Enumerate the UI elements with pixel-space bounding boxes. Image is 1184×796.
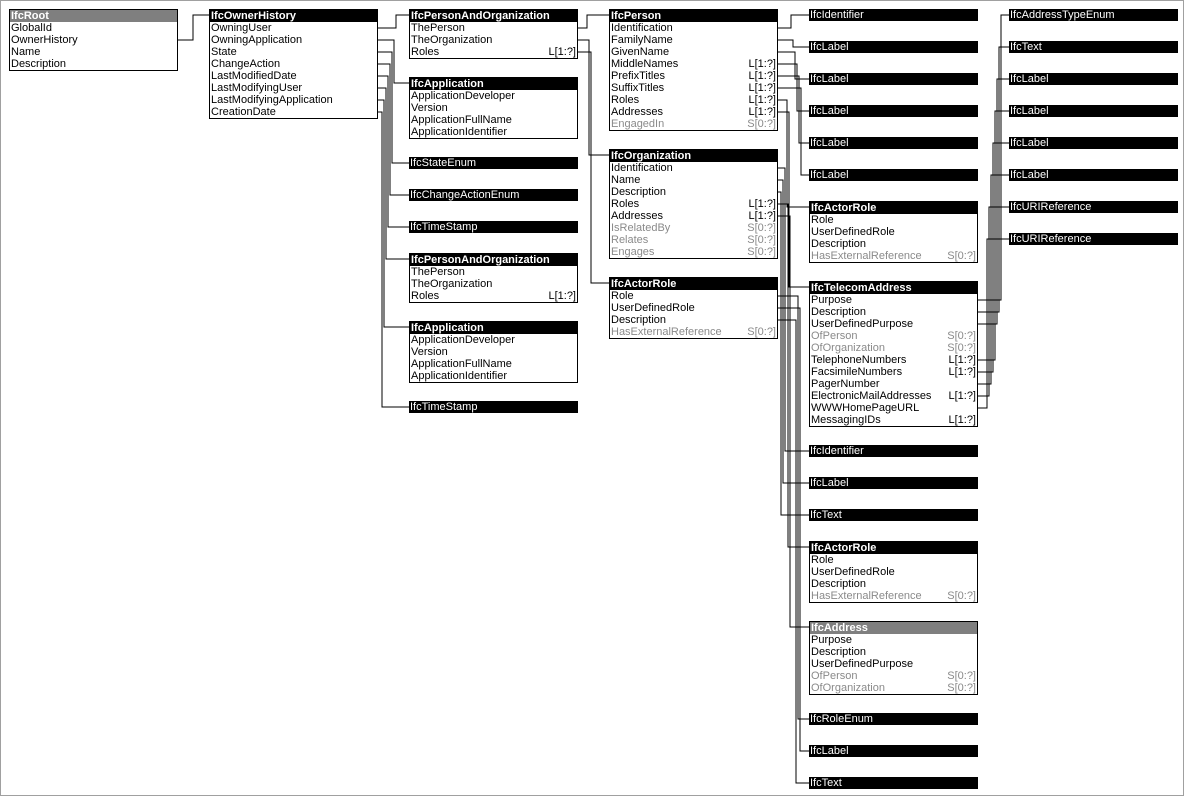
- attribute-row: [810, 590, 977, 602]
- entity-header: IfcLabel: [1009, 169, 1178, 181]
- attribute-row: [810, 342, 977, 354]
- attribute-row: [610, 210, 777, 222]
- entity-box-ifctext[interactable]: [809, 777, 978, 789]
- attribute-row: [610, 234, 777, 246]
- attribute-name: OfOrganization: [811, 342, 885, 354]
- attribute-name: ThePerson: [411, 266, 465, 278]
- attribute-name: Engages: [611, 246, 655, 258]
- connector-line: [378, 52, 409, 163]
- entity-box-ifclabel[interactable]: [809, 169, 978, 181]
- attribute-name: Description: [811, 306, 867, 318]
- attribute-name: Role: [611, 290, 634, 302]
- attribute-row: [410, 22, 577, 34]
- attribute-name: Role: [811, 214, 834, 226]
- connector-line: [778, 296, 809, 719]
- attribute-name: UserDefinedPurpose: [811, 658, 914, 670]
- entity-box-ifcroleenum[interactable]: [809, 713, 978, 725]
- attribute-name: FacsimileNumbers: [811, 366, 903, 378]
- attribute-row: [210, 82, 377, 94]
- entity-box-ifcapplication[interactable]: [409, 77, 578, 139]
- entity-header: IfcRoleEnum: [809, 713, 978, 725]
- entity-box-ifcurireference[interactable]: [1009, 233, 1178, 245]
- connector-line: [778, 112, 809, 287]
- attribute-name: Roles: [611, 198, 640, 210]
- attribute-row: [410, 34, 577, 46]
- attribute-row: [410, 334, 577, 346]
- attribute-cardinality: L[1:?]: [748, 106, 776, 118]
- attribute-row: [610, 246, 777, 258]
- attribute-row: [610, 118, 777, 130]
- entity-box-ifcidentifier[interactable]: [809, 9, 978, 21]
- connector-line: [378, 88, 409, 259]
- attribute-row: [10, 46, 177, 58]
- entity-header: IfcPersonAndOrganization: [410, 254, 577, 266]
- connector-line: [978, 207, 1009, 396]
- entity-box-ifcpersonandorganization[interactable]: [409, 253, 578, 303]
- attribute-row: [410, 290, 577, 302]
- entity-box-ifcidentifier[interactable]: [809, 445, 978, 457]
- attribute-row: [610, 290, 777, 302]
- entity-header: IfcOrganization: [610, 150, 777, 162]
- attribute-name: Description: [811, 646, 867, 658]
- entity-box-ifclabel[interactable]: [809, 73, 978, 85]
- connector-line: [978, 111, 1009, 360]
- connector-line: [178, 15, 209, 40]
- attribute-row: [810, 402, 977, 414]
- attribute-name: TheOrganization: [411, 278, 493, 290]
- attribute-name: Roles: [611, 94, 640, 106]
- entity-header: IfcChangeActionEnum: [409, 189, 578, 201]
- attribute-cardinality: S[0:?]: [747, 118, 776, 130]
- entity-header: IfcTimeStamp: [409, 401, 578, 413]
- attribute-name: ApplicationDeveloper: [411, 334, 515, 346]
- entity-header: IfcActorRole: [610, 278, 777, 290]
- attribute-row: [810, 682, 977, 694]
- attribute-name: TheOrganization: [411, 34, 493, 46]
- connector-line: [378, 100, 409, 327]
- attribute-name: EngagedIn: [611, 118, 665, 130]
- connector-line: [778, 192, 809, 515]
- attribute-row: [610, 34, 777, 46]
- attribute-name: Role: [811, 554, 834, 566]
- attribute-name: ThePerson: [411, 22, 465, 34]
- connector-line: [778, 204, 809, 547]
- entity-box-ifclabel[interactable]: [809, 105, 978, 117]
- entity-header: IfcLabel: [809, 745, 978, 757]
- connector-line: [778, 320, 809, 783]
- attribute-row: [410, 126, 577, 138]
- attribute-name: GlobalId: [11, 22, 52, 34]
- attribute-row: [810, 354, 977, 366]
- entity-box-ifclabel[interactable]: [1009, 105, 1178, 117]
- entity-header: IfcAddressTypeEnum: [1009, 9, 1178, 21]
- attribute-cardinality: L[1:?]: [748, 198, 776, 210]
- connector-line: [778, 308, 809, 751]
- attribute-name: UserDefinedRole: [811, 226, 895, 238]
- attribute-name: ApplicationDeveloper: [411, 90, 515, 102]
- attribute-name: HasExternalReference: [811, 590, 922, 602]
- attribute-row: [810, 658, 977, 670]
- attribute-row: [810, 378, 977, 390]
- attribute-row: [210, 22, 377, 34]
- attribute-row: [410, 358, 577, 370]
- entity-box-ifcchangeactionenum[interactable]: [409, 189, 578, 201]
- attribute-row: [410, 370, 577, 382]
- attribute-name: LastModifiedDate: [211, 70, 297, 82]
- entity-box-ifclabel[interactable]: [809, 477, 978, 489]
- attribute-row: [810, 554, 977, 566]
- entity-header: IfcIdentifier: [809, 445, 978, 457]
- entity-box-ifcaddress[interactable]: [809, 621, 978, 695]
- entity-box-ifcorganization[interactable]: [609, 149, 778, 259]
- entity-box-ifcpersonandorganization[interactable]: [409, 9, 578, 59]
- attribute-cardinality: S[0:?]: [947, 670, 976, 682]
- attribute-cardinality: L[1:?]: [948, 354, 976, 366]
- attribute-name: MiddleNames: [611, 58, 679, 70]
- entity-box-ifcstateenum[interactable]: [409, 157, 578, 169]
- attribute-cardinality: S[0:?]: [947, 590, 976, 602]
- connector-line: [978, 79, 1009, 324]
- attribute-name: ApplicationFullName: [411, 358, 512, 370]
- attribute-row: [610, 106, 777, 118]
- entity-header: IfcLabel: [809, 73, 978, 85]
- attribute-row: [810, 578, 977, 590]
- connector-line: [378, 40, 409, 83]
- entity-header: IfcLabel: [1009, 137, 1178, 149]
- attribute-row: [610, 82, 777, 94]
- attribute-row: [610, 198, 777, 210]
- attribute-name: Roles: [411, 290, 440, 302]
- attribute-name: Purpose: [811, 294, 852, 306]
- entity-header: IfcIdentifier: [809, 9, 978, 21]
- entity-header: IfcActorRole: [810, 542, 977, 554]
- attribute-name: Roles: [411, 46, 440, 58]
- attribute-row: [610, 222, 777, 234]
- entity-header: IfcApplication: [410, 322, 577, 334]
- entity-box-ifclabel[interactable]: [809, 137, 978, 149]
- connector-line: [578, 15, 609, 28]
- entity-header: IfcTimeStamp: [409, 221, 578, 233]
- entity-box-ifcurireference[interactable]: [1009, 201, 1178, 213]
- attribute-cardinality: L[1:?]: [948, 366, 976, 378]
- entity-header: IfcPersonAndOrganization: [410, 10, 577, 22]
- attribute-row: [810, 238, 977, 250]
- entity-header: IfcApplication: [410, 78, 577, 90]
- attribute-cardinality: L[1:?]: [748, 70, 776, 82]
- entity-box-ifctext[interactable]: [1009, 41, 1178, 53]
- attribute-row: [210, 58, 377, 70]
- entity-box-ifclabel[interactable]: [1009, 169, 1178, 181]
- attribute-name: Name: [611, 174, 641, 186]
- entity-header: IfcTelecomAddress: [810, 282, 977, 294]
- attribute-name: Version: [411, 346, 448, 358]
- attribute-row: [810, 318, 977, 330]
- attribute-name: Addresses: [611, 106, 663, 118]
- attribute-row: [610, 58, 777, 70]
- attribute-name: GivenName: [611, 46, 670, 58]
- attribute-row: [810, 670, 977, 682]
- entity-box-ifctext[interactable]: [809, 509, 978, 521]
- entity-header: IfcLabel: [809, 105, 978, 117]
- attribute-cardinality: L[1:?]: [748, 210, 776, 222]
- attribute-name: Version: [411, 102, 448, 114]
- connector-line: [978, 175, 1009, 384]
- attribute-name: LastModifyingUser: [211, 82, 303, 94]
- attribute-row: [610, 174, 777, 186]
- attribute-name: WWWHomePageURL: [811, 402, 920, 414]
- connector-line: [578, 52, 609, 283]
- attribute-row: [410, 266, 577, 278]
- attribute-cardinality: L[1:?]: [548, 290, 576, 302]
- entity-box-ifcownerhistory[interactable]: [209, 9, 378, 119]
- attribute-name: OwnerHistory: [11, 34, 78, 46]
- attribute-row: [610, 94, 777, 106]
- attribute-name: ChangeAction: [211, 58, 281, 70]
- attribute-name: UserDefinedRole: [811, 566, 895, 578]
- attribute-row: [610, 186, 777, 198]
- attribute-name: OfPerson: [811, 670, 858, 682]
- connector-line: [578, 40, 609, 155]
- entity-header: IfcText: [1009, 41, 1178, 53]
- attribute-cardinality: L[1:?]: [748, 58, 776, 70]
- attribute-row: [610, 70, 777, 82]
- attribute-cardinality: S[0:?]: [747, 234, 776, 246]
- attribute-row: [610, 326, 777, 338]
- entity-box-ifclabel[interactable]: [1009, 73, 1178, 85]
- entity-box-ifcroot[interactable]: [9, 9, 178, 71]
- attribute-name: TelephoneNumbers: [811, 354, 907, 366]
- connector-line: [978, 239, 1009, 408]
- connector-line: [778, 52, 809, 79]
- attribute-cardinality: L[1:?]: [748, 94, 776, 106]
- connector-line: [778, 100, 809, 207]
- attribute-name: OwningApplication: [211, 34, 303, 46]
- attribute-row: [410, 102, 577, 114]
- attribute-cardinality: S[0:?]: [947, 250, 976, 262]
- attribute-row: [410, 346, 577, 358]
- attribute-row: [610, 22, 777, 34]
- attribute-row: [810, 566, 977, 578]
- connector-line: [778, 168, 809, 451]
- attribute-cardinality: L[1:?]: [948, 390, 976, 402]
- attribute-name: Addresses: [611, 210, 663, 222]
- attribute-row: [810, 366, 977, 378]
- attribute-name: Description: [611, 186, 667, 198]
- connector-line: [778, 40, 809, 47]
- entity-box-ifcperson[interactable]: [609, 9, 778, 131]
- attribute-name: ApplicationFullName: [411, 114, 512, 126]
- attribute-name: Identification: [611, 162, 673, 174]
- entity-header: IfcOwnerHistory: [210, 10, 377, 22]
- entity-header: IfcActorRole: [810, 202, 977, 214]
- entity-header: IfcLabel: [809, 41, 978, 53]
- connector-line: [378, 76, 409, 227]
- entity-header: IfcRoot: [10, 10, 177, 22]
- entity-box-ifctelecomaddress[interactable]: [809, 281, 978, 427]
- attribute-row: [810, 214, 977, 226]
- attribute-row: [10, 22, 177, 34]
- attribute-row: [410, 46, 577, 58]
- entity-box-ifctimestamp[interactable]: [409, 401, 578, 413]
- attribute-name: PagerNumber: [811, 378, 880, 390]
- attribute-row: [810, 646, 977, 658]
- attribute-row: [810, 226, 977, 238]
- attribute-name: Relates: [611, 234, 649, 246]
- attribute-cardinality: S[0:?]: [947, 682, 976, 694]
- attribute-row: [610, 302, 777, 314]
- attribute-row: [810, 634, 977, 646]
- attribute-name: OwningUser: [211, 22, 272, 34]
- attribute-row: [410, 114, 577, 126]
- attribute-row: [810, 390, 977, 402]
- entity-header: IfcStateEnum: [409, 157, 578, 169]
- attribute-cardinality: S[0:?]: [947, 330, 976, 342]
- attribute-name: HasExternalReference: [611, 326, 722, 338]
- connector-line: [378, 64, 409, 195]
- attribute-cardinality: S[0:?]: [747, 246, 776, 258]
- attribute-name: Name: [11, 46, 41, 58]
- attribute-name: SuffixTitles: [611, 82, 665, 94]
- attribute-row: [210, 106, 377, 118]
- attribute-row: [810, 294, 977, 306]
- attribute-name: State: [211, 46, 237, 58]
- attribute-name: MessagingIDs: [811, 414, 881, 426]
- attribute-name: Description: [611, 314, 667, 326]
- attribute-cardinality: S[0:?]: [947, 342, 976, 354]
- entity-box-ifcactorrole[interactable]: [609, 277, 778, 339]
- attribute-row: [810, 414, 977, 426]
- entity-header: IfcLabel: [1009, 73, 1178, 85]
- attribute-name: FamilyName: [611, 34, 673, 46]
- entity-header: IfcAddress: [810, 622, 977, 634]
- entity-box-ifclabel[interactable]: [809, 745, 978, 757]
- attribute-cardinality: S[0:?]: [747, 326, 776, 338]
- entity-box-ifclabel[interactable]: [1009, 137, 1178, 149]
- attribute-name: ApplicationIdentifier: [411, 370, 508, 382]
- entity-header: IfcPerson: [610, 10, 777, 22]
- attribute-name: PrefixTitles: [611, 70, 665, 82]
- entity-box-ifctimestamp[interactable]: [409, 221, 578, 233]
- attribute-row: [810, 330, 977, 342]
- entity-header: IfcLabel: [809, 477, 978, 489]
- connector-line: [378, 15, 409, 28]
- attribute-row: [10, 58, 177, 70]
- connector-line: [778, 76, 809, 143]
- attribute-row: [610, 314, 777, 326]
- attribute-name: ElectronicMailAddresses: [811, 390, 932, 402]
- connector-lines: [1, 1, 1184, 796]
- attribute-row: [10, 34, 177, 46]
- attribute-row: [210, 94, 377, 106]
- attribute-cardinality: L[1:?]: [548, 46, 576, 58]
- entity-header: IfcText: [809, 509, 978, 521]
- connector-line: [378, 112, 409, 407]
- attribute-name: OfPerson: [811, 330, 858, 342]
- entity-header: IfcURIReference: [1009, 201, 1178, 213]
- connector-line: [778, 15, 809, 28]
- attribute-cardinality: L[1:?]: [748, 82, 776, 94]
- entity-header: IfcLabel: [809, 137, 978, 149]
- entity-box-ifclabel[interactable]: [809, 41, 978, 53]
- connector-line: [778, 88, 809, 175]
- entity-box-ifcactorrole[interactable]: [809, 201, 978, 263]
- connector-line: [778, 64, 809, 111]
- attribute-row: [210, 46, 377, 58]
- attribute-name: ApplicationIdentifier: [411, 126, 508, 138]
- attribute-name: HasExternalReference: [811, 250, 922, 262]
- attribute-row: [410, 90, 577, 102]
- entity-header: IfcLabel: [809, 169, 978, 181]
- attribute-name: IsRelatedBy: [611, 222, 671, 234]
- attribute-name: LastModifyingApplication: [211, 94, 333, 106]
- entity-box-ifcaddresstypeenum[interactable]: [1009, 9, 1178, 21]
- attribute-name: Description: [11, 58, 67, 70]
- attribute-name: Purpose: [811, 634, 852, 646]
- attribute-row: [610, 46, 777, 58]
- entity-box-ifcactorrole[interactable]: [809, 541, 978, 603]
- connector-line: [778, 216, 809, 627]
- attribute-name: Description: [811, 578, 867, 590]
- attribute-row: [210, 34, 377, 46]
- attribute-name: Description: [811, 238, 867, 250]
- entity-header: IfcLabel: [1009, 105, 1178, 117]
- attribute-name: CreationDate: [211, 106, 276, 118]
- connector-line: [978, 47, 1009, 312]
- attribute-row: [810, 306, 977, 318]
- connector-line: [978, 143, 1009, 372]
- attribute-row: [210, 70, 377, 82]
- entity-header: IfcText: [809, 777, 978, 789]
- attribute-name: UserDefinedPurpose: [811, 318, 914, 330]
- attribute-cardinality: S[0:?]: [747, 222, 776, 234]
- entity-box-ifcapplication[interactable]: [409, 321, 578, 383]
- connector-line: [978, 15, 1009, 300]
- attribute-name: Identification: [611, 22, 673, 34]
- attribute-cardinality: L[1:?]: [948, 414, 976, 426]
- connector-line: [778, 180, 809, 483]
- attribute-name: OfOrganization: [811, 682, 885, 694]
- attribute-row: [610, 162, 777, 174]
- attribute-row: [810, 250, 977, 262]
- attribute-name: UserDefinedRole: [611, 302, 695, 314]
- attribute-row: [410, 278, 577, 290]
- entity-header: IfcURIReference: [1009, 233, 1178, 245]
